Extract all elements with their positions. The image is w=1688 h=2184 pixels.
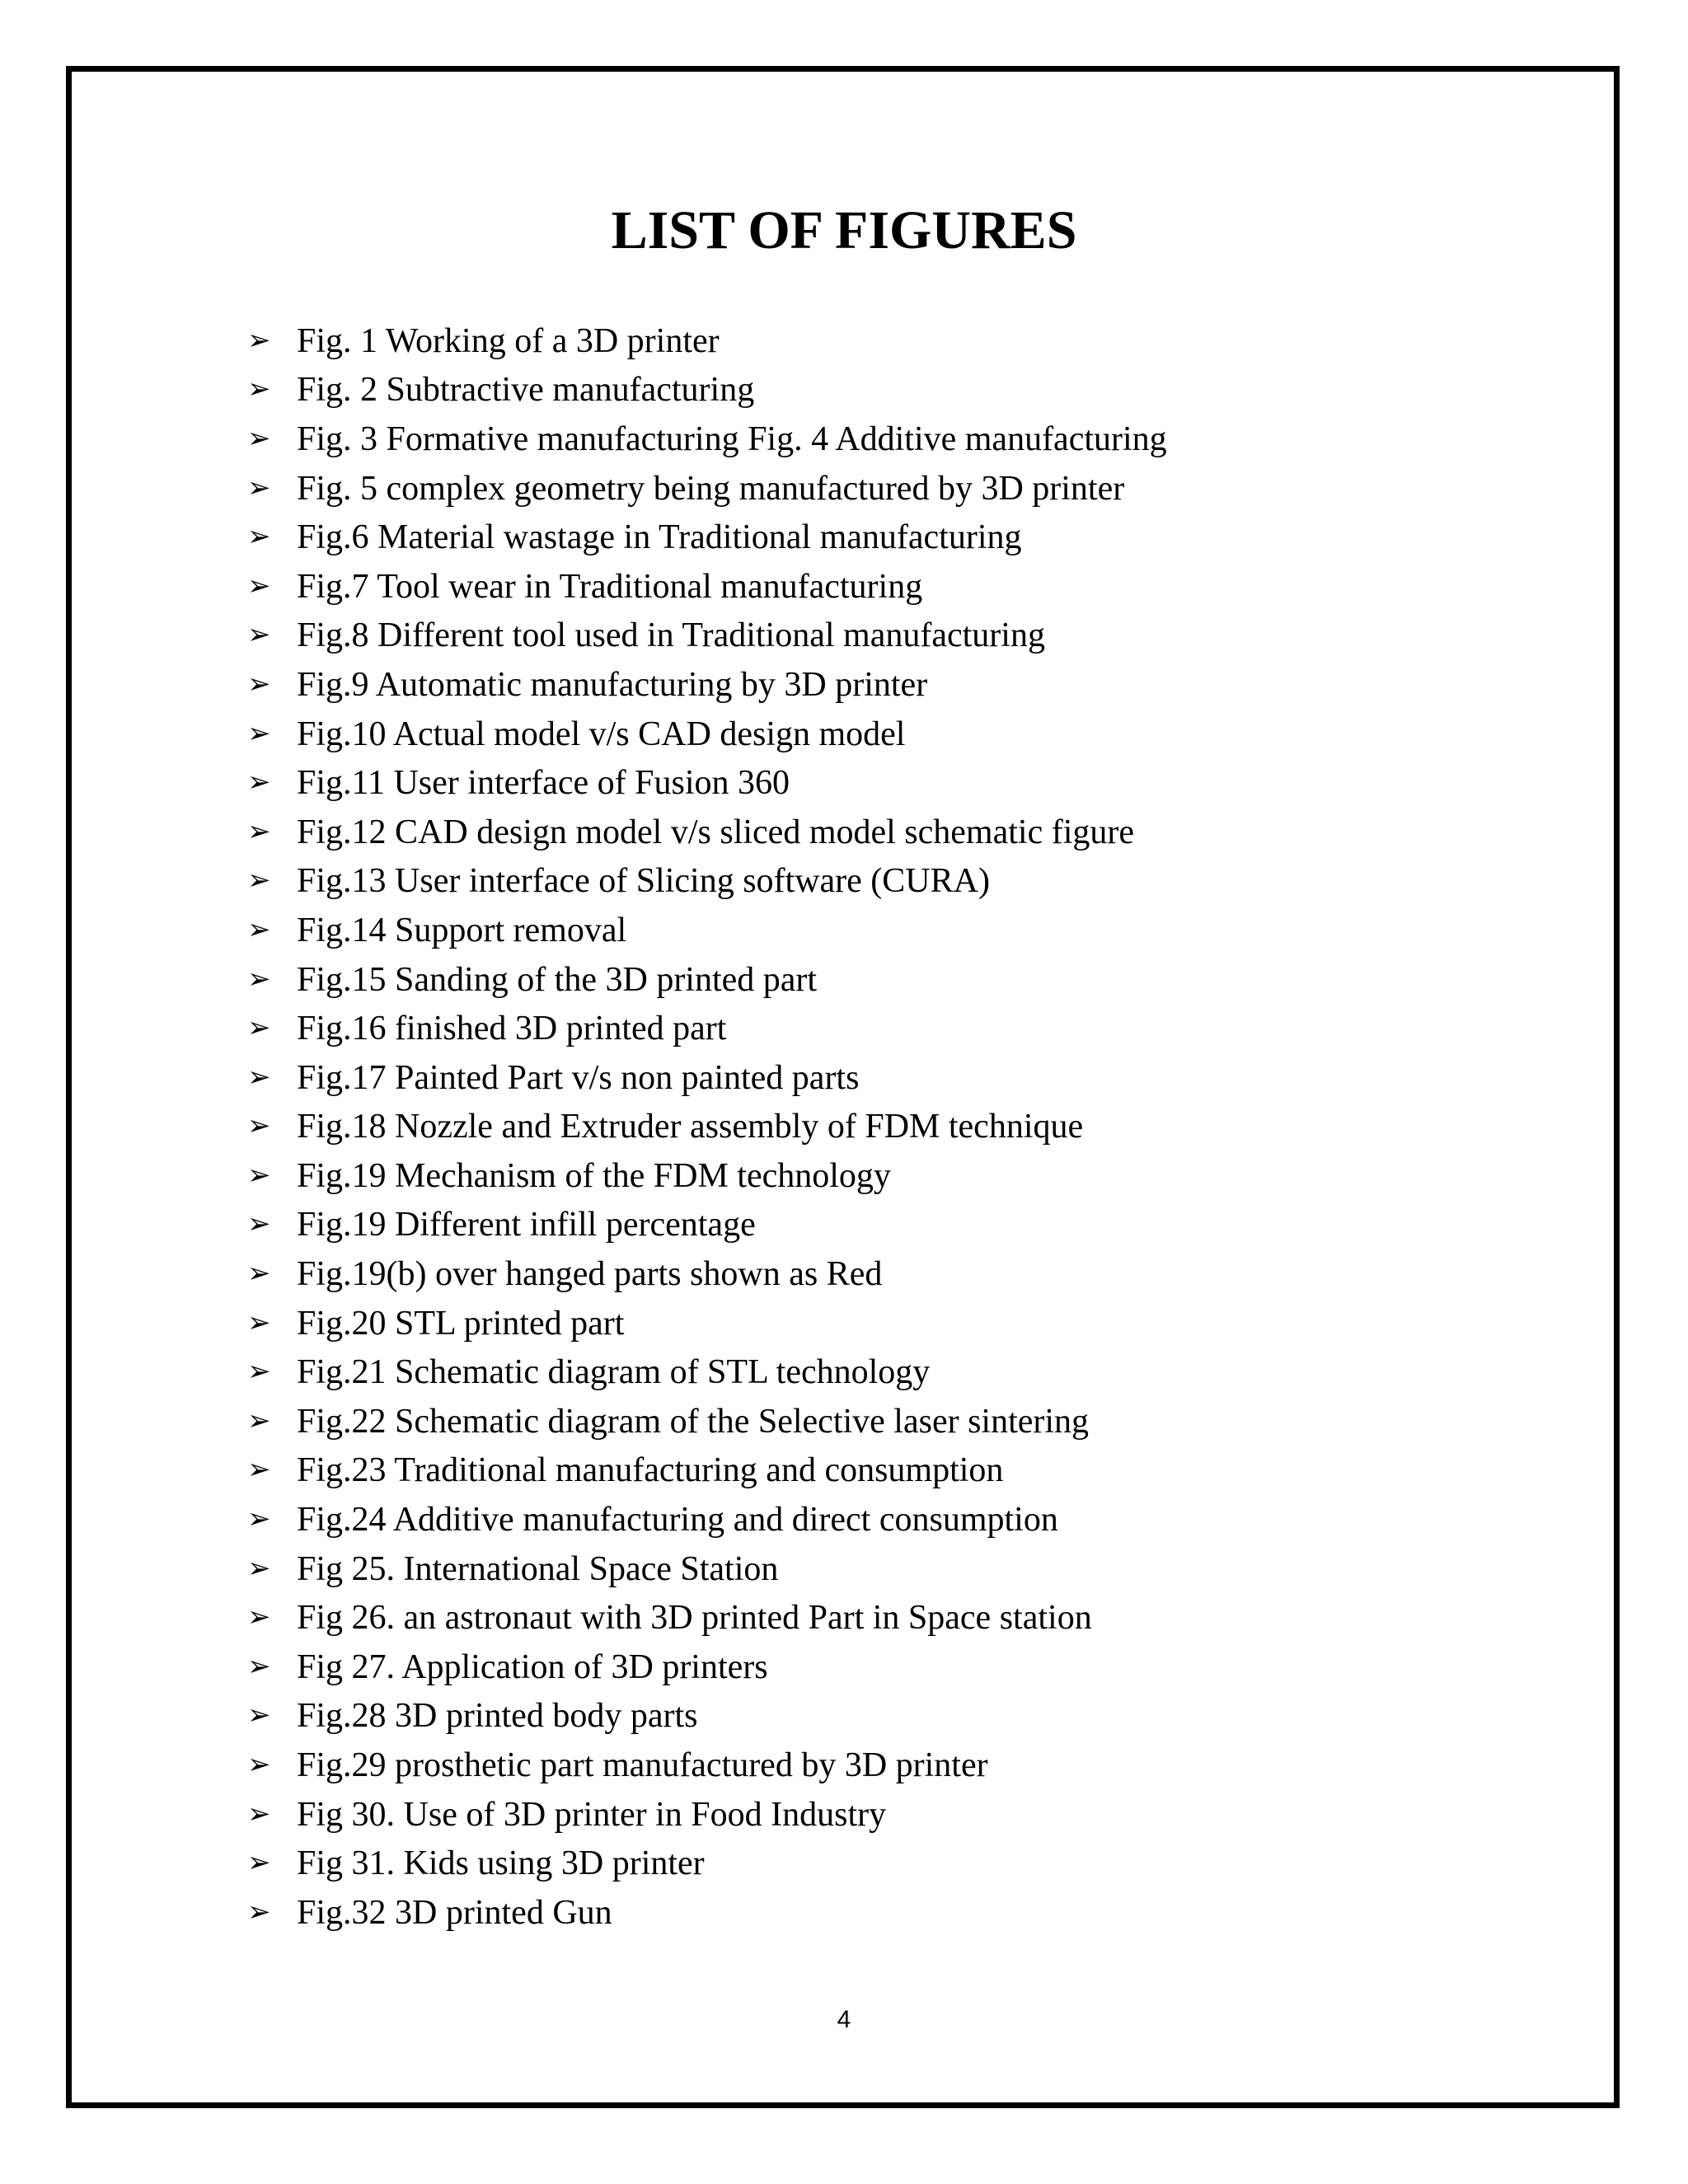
arrowhead-bullet-icon: ➢ [247, 1013, 271, 1044]
arrowhead-bullet-icon: ➢ [247, 1651, 271, 1682]
figure-caption: Fig.23 Traditional manufacturing and consumption [297, 1451, 1004, 1490]
list-item [247, 1790, 1566, 1840]
list-item [247, 415, 1566, 464]
arrowhead-bullet-icon: ➢ [247, 1700, 271, 1732]
list-item [247, 1692, 1566, 1741]
figure-list [247, 316, 1566, 1938]
list-item [247, 1593, 1566, 1643]
arrowhead-bullet-icon: ➢ [247, 570, 271, 602]
arrowhead-bullet-icon: ➢ [247, 472, 271, 504]
figure-caption: Fig.15 Sanding of the 3D printed part [297, 960, 818, 999]
arrowhead-bullet-icon: ➢ [247, 914, 271, 945]
list-item [247, 1643, 1566, 1692]
arrowhead-bullet-icon: ➢ [247, 1111, 271, 1142]
figure-caption: Fig.10 Actual model v/s CAD design model [297, 715, 906, 753]
arrowhead-bullet-icon: ➢ [247, 1357, 271, 1388]
figure-caption: Fig.19 Different infill percentage [297, 1206, 756, 1244]
figure-caption: Fig.19 Mechanism of the FDM technology [297, 1156, 891, 1195]
figure-caption: Fig.29 prosthetic part manufactured by 3D printer [297, 1746, 988, 1785]
list-item [247, 808, 1566, 857]
arrowhead-bullet-icon: ➢ [247, 1405, 271, 1436]
list-item [247, 562, 1566, 612]
arrowhead-bullet-icon: ➢ [247, 1896, 271, 1928]
arrowhead-bullet-icon: ➢ [247, 1848, 271, 1879]
list-item [247, 1004, 1566, 1053]
figure-caption: Fig 26. an astronaut with 3D printed Part in Space station [297, 1599, 1092, 1638]
list-item [247, 906, 1566, 955]
arrowhead-bullet-icon: ➢ [247, 1062, 271, 1093]
arrowhead-bullet-icon: ➢ [247, 1160, 271, 1191]
arrowhead-bullet-icon: ➢ [247, 423, 271, 454]
figure-caption: Fig.21 Schematic diagram of STL technology [297, 1353, 931, 1392]
list-item [247, 1397, 1566, 1446]
list-item [247, 758, 1566, 808]
figure-caption: Fig.16 finished 3D printed part [297, 1010, 727, 1048]
figure-caption: Fig.18 Nozzle and Extruder assembly of FDM technique [297, 1108, 1084, 1146]
figure-caption: Fig. 1 Working of a 3D printer [297, 321, 720, 360]
arrowhead-bullet-icon: ➢ [247, 1504, 271, 1535]
list-item [247, 1544, 1566, 1594]
figure-caption: Fig.20 STL printed part [297, 1304, 625, 1343]
list-item [247, 612, 1566, 661]
figure-caption: Fig 31. Kids using 3D printer [297, 1844, 705, 1883]
list-item [247, 857, 1566, 907]
figure-caption: Fig.32 3D printed Gun [297, 1893, 612, 1932]
figure-caption: Fig. 2 Subtractive manufacturing [297, 371, 755, 410]
figure-caption: Fig.22 Schematic diagram of the Selective laser sintering [297, 1402, 1090, 1441]
list-item [247, 1839, 1566, 1888]
arrowhead-bullet-icon: ➢ [247, 1553, 271, 1584]
figure-caption: Fig.17 Painted Part v/s non painted parts [297, 1058, 860, 1097]
list-item [247, 1201, 1566, 1250]
figure-caption: Fig.9 Automatic manufacturing by 3D printer [297, 665, 928, 704]
list-item [247, 1495, 1566, 1544]
arrowhead-bullet-icon: ➢ [247, 374, 271, 405]
arrowhead-bullet-icon: ➢ [247, 1602, 271, 1633]
figure-caption: Fig 25. International Space Station [297, 1549, 779, 1588]
figure-caption: Fig.19(b) over hanged parts shown as Red [297, 1255, 883, 1294]
list-item [247, 316, 1566, 366]
arrowhead-bullet-icon: ➢ [247, 522, 271, 553]
arrowhead-bullet-icon: ➢ [247, 816, 271, 847]
list-item [247, 1446, 1566, 1496]
figure-caption: Fig. 3 Formative manufacturing Fig. 4 Additive manufacturing [297, 419, 1167, 458]
figure-caption: Fig.12 CAD design model v/s sliced model schematic figure [297, 813, 1134, 851]
arrowhead-bullet-icon: ➢ [247, 865, 271, 897]
list-item [247, 513, 1566, 562]
figure-caption: Fig.6 Material wastage in Traditional manufacturing [297, 518, 1022, 557]
list-item [247, 1103, 1566, 1152]
figure-caption: Fig.14 Support removal [297, 911, 627, 949]
list-item [247, 955, 1566, 1005]
arrowhead-bullet-icon: ➢ [247, 668, 271, 700]
arrowhead-bullet-icon: ➢ [247, 620, 271, 651]
list-item [247, 1347, 1566, 1397]
arrowhead-bullet-icon: ➢ [247, 1455, 271, 1486]
arrowhead-bullet-icon: ➢ [247, 963, 271, 995]
page-title: LIST OF FIGURES [611, 200, 1077, 260]
arrowhead-bullet-icon: ➢ [247, 718, 271, 749]
list-item [247, 1151, 1566, 1201]
list-item [247, 1741, 1566, 1790]
page-number: 4 [837, 2006, 851, 2033]
list-item [247, 1888, 1566, 1938]
figure-caption: Fig.11 User interface of Fusion 360 [297, 764, 790, 803]
figure-caption: Fig 27. Application of 3D printers [297, 1647, 768, 1686]
list-item [247, 1249, 1566, 1299]
arrowhead-bullet-icon: ➢ [247, 1209, 271, 1240]
arrowhead-bullet-icon: ➢ [247, 1258, 271, 1290]
list-item [247, 660, 1566, 710]
figure-caption: Fig 30. Use of 3D printer in Food Industry [297, 1795, 887, 1834]
list-item [247, 710, 1566, 759]
figure-caption: Fig.8 Different tool used in Traditional manufacturing [297, 616, 1045, 655]
arrowhead-bullet-icon: ➢ [247, 1307, 271, 1338]
arrowhead-bullet-icon: ➢ [247, 325, 271, 356]
arrowhead-bullet-icon: ➢ [247, 1798, 271, 1830]
list-item [247, 1299, 1566, 1348]
arrowhead-bullet-icon: ➢ [247, 1750, 271, 1781]
list-item [247, 1053, 1566, 1103]
list-item [247, 464, 1566, 513]
figure-caption: Fig.28 3D printed body parts [297, 1697, 698, 1736]
arrowhead-bullet-icon: ➢ [247, 767, 271, 799]
figure-caption: Fig.7 Tool wear in Traditional manufacturing [297, 567, 923, 606]
figure-caption: Fig. 5 complex geometry being manufactured by 3D printer [297, 469, 1125, 508]
list-item [247, 366, 1566, 415]
figure-caption: Fig.13 User interface of Slicing software (CURA) [297, 862, 990, 901]
figure-caption: Fig.24 Additive manufacturing and direct consumption [297, 1501, 1058, 1540]
